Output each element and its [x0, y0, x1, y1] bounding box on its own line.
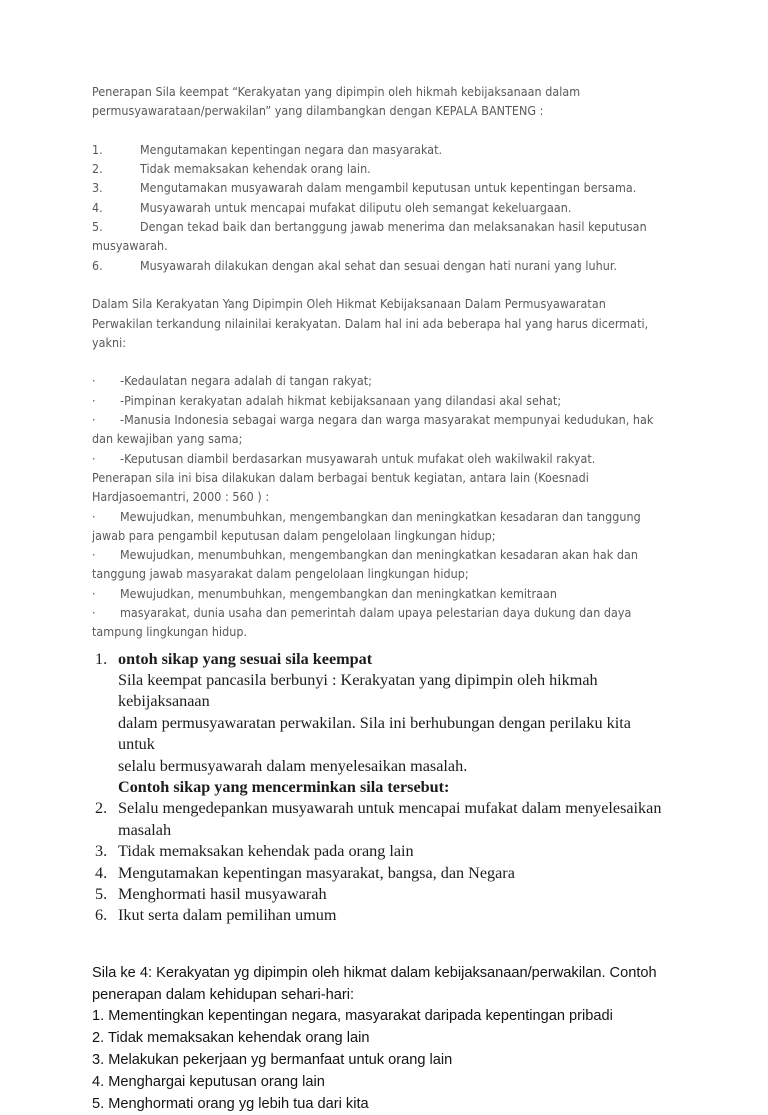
intro-line: Sila ke 4: Kerakyatan yg dipimpin oleh hikmat dalam kebijaksanaan/perwakilan. Contoh	[92, 964, 657, 981]
list-item-heading: ontoh sikap yang sesuai sila keempat	[118, 649, 373, 668]
list-item	[92, 159, 662, 178]
citation-line: Penerapan sila ini bisa dilakukan dalam berbagai bentuk kegiatan, antara lain (Koesnadi	[92, 469, 589, 485]
spacer	[92, 121, 662, 140]
bullet-item	[92, 371, 662, 390]
bullet-item-continuation: dan kewajiban yang sama;	[92, 431, 243, 447]
bullet-item	[92, 507, 662, 526]
bullet-item	[92, 449, 662, 468]
bullet-item-text: Mewujudkan, menumbuhkan, mengembangkan dan meningkatkan kemitraan	[120, 585, 557, 601]
paragraph-line: Dalam Sila Kerakyatan Yang Dipimpin Oleh Hikmat Kebijaksanaan Dalam Permusyawaratan	[92, 296, 606, 312]
list-item	[92, 178, 662, 197]
list-item-text: Musyawarah dilakukan dengan akal sehat dan sesuai dengan hati nurani yang luhur.	[140, 257, 617, 273]
list-item	[92, 198, 662, 217]
body-subheading: Contoh sikap yang mencerminkan sila tersebut:	[118, 778, 450, 797]
body-line: dalam permusyawaratan perwakilan. Sila ini berhubungan dengan perilaku kita untuk	[118, 713, 631, 754]
list-marker: 1.	[95, 649, 108, 668]
list-item	[92, 841, 668, 862]
list-marker: 2.	[92, 161, 103, 177]
section-sila-ke-4-penerapan	[92, 963, 667, 1115]
bullet-item-continuation: tampung lingkungan hidup.	[92, 624, 248, 640]
list-marker: 5.	[95, 885, 108, 904]
bullet-item-continuation: jawab para pengambil keputusan dalam pengelolaan lingkungan hidup;	[92, 527, 496, 543]
list-marker: 6.	[95, 906, 108, 925]
list-item: 3. Melakukan pekerjaan yg bermanfaat untuk orang lain	[92, 1052, 453, 1069]
list-item	[92, 905, 668, 926]
list-item-text: Tidak memaksakan kehendak orang lain.	[140, 161, 371, 177]
middot-bullet-icon: ·	[92, 547, 96, 563]
intro-line-2: permusyawarataan/perwakilan” yang dilambangkan dengan KEPALA BANTENG :	[92, 103, 544, 119]
list-marker: 6.	[92, 257, 103, 273]
body-line: selalu bermusyawarah dalam menyelesaikan masalah.	[118, 756, 468, 775]
middot-bullet-icon: ·	[92, 373, 96, 389]
middot-bullet-icon: ·	[92, 508, 96, 524]
list-item: 5. Menghormati orang yg lebih tua dari kita	[92, 1095, 369, 1112]
list-marker: 5.	[92, 219, 103, 235]
middot-bullet-icon: ·	[92, 392, 96, 408]
intro-line: penerapan dalam kehidupan sehari-hari:	[92, 986, 355, 1003]
middot-bullet-icon: ·	[92, 450, 96, 466]
middot-bullet-icon: ·	[92, 585, 96, 601]
list-item-continuation: masalah	[118, 820, 172, 839]
middot-bullet-icon: ·	[92, 412, 96, 428]
list-marker: 2.	[95, 799, 108, 818]
intro-line-1: Penerapan Sila keempat “Kerakyatan yang dipimpin oleh hikmah kebijaksanaan dalam	[92, 84, 581, 99]
list-marker: 3.	[95, 842, 108, 861]
bullet-item-text: -Manusia Indonesia sebagai warga negara dan warga masyarakat mempunyai kedudukan, hak	[120, 412, 654, 428]
list-item: 4. Menghargai keputusan orang lain	[92, 1073, 325, 1090]
list-item-text: Mengutamakan musyawarah dalam mengambil keputusan untuk kepentingan bersama.	[140, 180, 637, 196]
list-marker: 4.	[95, 863, 108, 882]
bullet-item	[92, 391, 662, 410]
list-item-text: Mengutamakan kepentingan masyarakat, bangsa, dan Negara	[118, 863, 515, 882]
bullet-item	[92, 603, 662, 622]
bullet-item-text: Mewujudkan, menumbuhkan, mengembangkan dan meningkatkan kesadaran dan tanggung	[120, 508, 641, 524]
bullet-item-continuation: tanggung jawab masyarakat dalam pengelolaan lingkungan hidup;	[92, 566, 469, 582]
section-contoh-sikap	[92, 649, 668, 927]
list-item-body	[118, 670, 668, 798]
paragraph-line: yakni:	[92, 334, 127, 350]
bullet-item	[92, 584, 662, 603]
list-item-text: Musyawarah untuk mencapai mufakat diliputu oleh semangat kekeluargaan.	[140, 199, 572, 215]
list-item	[92, 256, 662, 275]
body-line: Sila keempat pancasila berbunyi : Kerakyatan yang dipimpin oleh hikmah kebijaksanaan	[118, 671, 598, 711]
list-item	[92, 798, 668, 819]
list-item	[92, 140, 662, 159]
spacer	[92, 352, 662, 371]
list-item-text: Menghormati hasil musyawarah	[118, 885, 327, 904]
list-item-text: Tidak memaksakan kehendak pada orang lain	[118, 842, 414, 861]
citation-line: Hardjasoemantri, 2000 : 560 ) :	[92, 489, 270, 505]
list-item	[92, 649, 668, 670]
bullet-item-text: Mewujudkan, menumbuhkan, mengembangkan dan meningkatkan kesadaran akan hak dan	[120, 547, 638, 563]
list-item-text: Dengan tekad baik dan bertanggung jawab menerima dan melaksanakan hasil keputusan	[140, 219, 647, 235]
list-marker: 4.	[92, 199, 103, 215]
list-item	[92, 884, 668, 905]
bullet-item-text: -Keputusan diambil berdasarkan musyawarah untuk mufakat oleh wakilwakil rakyat.	[120, 450, 596, 466]
bullet-item	[92, 545, 662, 564]
middot-bullet-icon: ·	[92, 605, 96, 621]
bullet-item	[92, 410, 662, 429]
spacer	[92, 275, 662, 294]
list-item-text: Ikut serta dalam pemilihan umum	[118, 906, 337, 925]
paragraph-line: Perwakilan terkandung nilainilai kerakyatan. Dalam hal ini ada beberapa hal yang harus dicermati,	[92, 315, 649, 331]
bullet-item-text: masyarakat, dunia usaha dan pemerintah dalam upaya pelestarian daya dukung dan daya	[120, 605, 632, 621]
section-pancasila-sila-keempat	[92, 82, 662, 642]
list-item-text: Selalu mengedepankan musyawarah untuk mencapai mufakat dalam menyelesaikan	[118, 799, 662, 818]
list-item: 2. Tidak memaksakan kehendak orang lain	[92, 1030, 370, 1047]
list-item-text: Mengutamakan kepentingan negara dan masyarakat.	[140, 141, 443, 157]
list-marker: 3.	[92, 180, 103, 196]
bullet-item-text: -Kedaulatan negara adalah di tangan rakyat;	[120, 373, 372, 389]
list-item-continuation: musyawarah.	[92, 238, 168, 254]
list-item	[92, 863, 668, 884]
list-item: 1. Mementingkan kepentingan negara, masyarakat daripada kepentingan pribadi	[92, 1008, 613, 1025]
list-item	[92, 217, 662, 236]
list-marker: 1.	[92, 141, 103, 157]
bullet-item-text: -Pimpinan kerakyatan adalah hikmat kebijaksanaan yang dilandasi akal sehat;	[120, 392, 562, 408]
